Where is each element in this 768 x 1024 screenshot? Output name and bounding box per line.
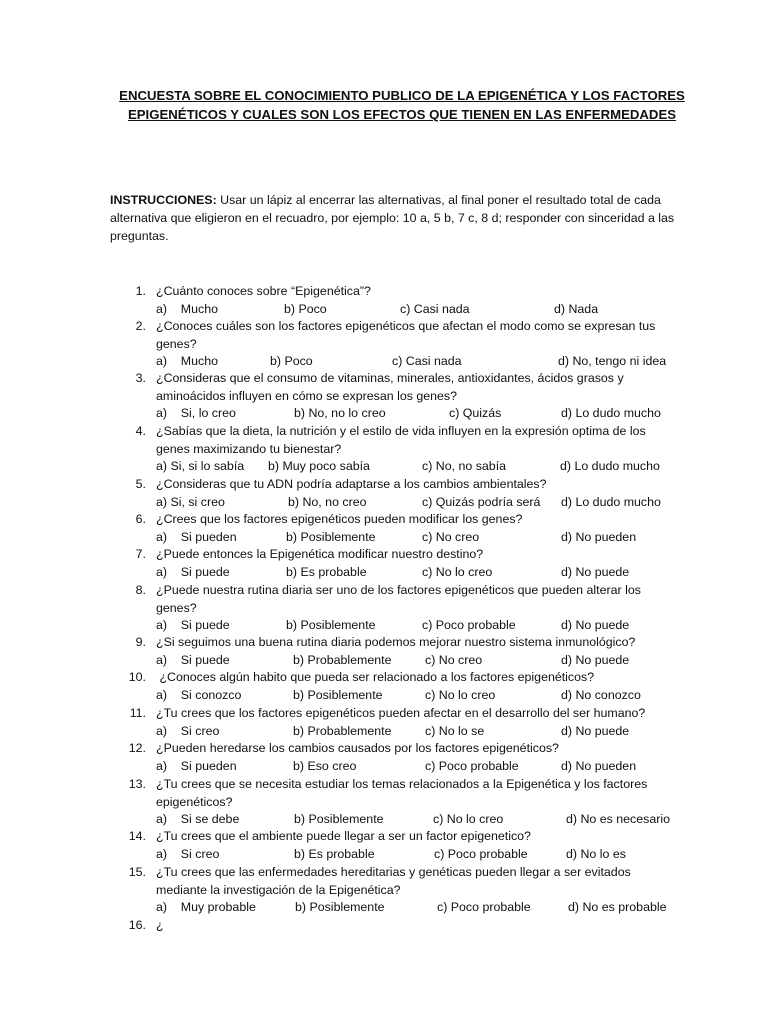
answer-option-c[interactable]: c) Poco probable (422, 618, 516, 632)
answer-options (156, 564, 696, 582)
answer-option-b[interactable]: b) Es probable (286, 565, 367, 579)
answer-options (156, 652, 696, 670)
question-number: 1. (135, 284, 146, 298)
answer-option-b[interactable]: b) Probablemente (293, 724, 392, 738)
answer-option-a[interactable]: a) Mucho (156, 354, 218, 368)
answer-option-b[interactable]: b) No, no lo creo (294, 406, 386, 420)
answer-option-d[interactable]: d) No pueden (561, 759, 637, 773)
question-text: ¿Si seguimos una buena rutina diaria podemos mejorar nuestro sistema inmunológico? (156, 635, 636, 649)
question-text: ¿Sabías que la dieta, la nutrición y el estilo de vida influyen en la expresión optima de los genes maximizando tu bienestar? (156, 424, 650, 456)
answer-option-b[interactable]: b) Posiblemente (294, 812, 384, 826)
question-number: 2. (135, 319, 146, 333)
question-text: ¿Cuánto conoces sobre “Epigenética”? (156, 284, 371, 298)
answer-options (156, 458, 696, 476)
question-text: ¿Consideras que tu ADN podría adaptarse a los cambios ambientales? (156, 477, 547, 491)
answer-option-c[interactable]: c) Casi nada (400, 302, 470, 316)
question-number: 12. (128, 741, 146, 755)
answer-option-c[interactable]: c) No lo creo (425, 688, 496, 702)
question-number: 7. (135, 547, 146, 561)
answer-option-c[interactable]: c) Poco probable (434, 847, 528, 861)
question-text: ¿Puede entonces la Epigenética modificar nuestro destino? (156, 547, 484, 561)
question-number: 10. (128, 670, 146, 684)
question-text: ¿Pueden heredarse los cambios causados por los factores epigenéticos? (156, 741, 559, 755)
answer-option-c[interactable]: c) Quizás (449, 406, 502, 420)
instructions-label: INSTRUCCIONES: (110, 193, 217, 207)
answer-option-c[interactable]: c) No lo creo (433, 812, 504, 826)
answer-option-a[interactable]: a) Si, si creo (156, 495, 225, 509)
question-number: 11. (129, 706, 146, 720)
answer-option-a[interactable]: a) Si creo (156, 847, 220, 861)
instructions-paragraph (110, 191, 680, 245)
answer-option-d[interactable]: d) Lo dudo mucho (561, 495, 661, 509)
answer-option-c[interactable]: c) Casi nada (392, 354, 462, 368)
answer-option-d[interactable]: d) No puede (561, 565, 630, 579)
answer-option-d[interactable]: d) No puede (561, 653, 630, 667)
title-line-2: EPIGENÉTICOS Y CUALES SON LOS EFECTOS QUE TIENEN EN LAS ENFERMEDADES (127, 107, 677, 122)
answer-option-d[interactable]: d) No, tengo ni idea (558, 354, 667, 368)
answer-option-d[interactable]: d) No es probable (568, 900, 667, 914)
question-number: 5. (135, 477, 146, 491)
question-text: ¿Conoces cuáles son los factores epigenéticos que afectan el modo como se expresan tus genes? (156, 319, 659, 351)
title-line-1: ENCUESTA SOBRE EL CONOCIMIENTO PUBLICO DE LA EPIGENÉTICA Y LOS FACTORES (119, 88, 685, 103)
answer-options (156, 758, 696, 776)
answer-option-a[interactable]: a) Mucho (156, 302, 218, 316)
question-number: 6. (135, 512, 146, 526)
question-text: ¿ (156, 918, 164, 932)
answer-options (156, 301, 696, 319)
answer-option-c[interactable]: c) Poco probable (437, 900, 531, 914)
question-text: ¿Tu crees que los factores epigenéticos pueden afectar en el desarrollo del ser humano? (156, 706, 646, 720)
question-number: 8. (135, 583, 146, 597)
answer-option-c[interactable]: c) No lo se (425, 724, 485, 738)
question-text: ¿Tu crees que el ambiente puede llegar a ser un factor epigenetico? (156, 829, 531, 843)
answer-option-c[interactable]: c) Quizás podría será (422, 495, 541, 509)
question-text: ¿Crees que los factores epigenéticos pueden modificar los genes? (156, 512, 523, 526)
answer-option-b[interactable]: b) Probablemente (293, 653, 392, 667)
question-text: ¿Tu crees que las enfermedades hereditarias y genéticas pueden llegar a ser evitados mediante la investigación de la Epigenética? (156, 865, 635, 897)
question-text: ¿Conoces algún habito que pueda ser relacionado a los factores epigenéticos? (156, 670, 595, 684)
answer-option-c[interactable]: c) No creo (422, 530, 480, 544)
answer-option-c[interactable]: c) No lo creo (422, 565, 493, 579)
answer-options (156, 846, 696, 864)
answer-options (156, 617, 696, 635)
answer-options (156, 811, 696, 829)
answer-option-a[interactable]: a) Si conozco (156, 688, 242, 702)
answer-option-b[interactable]: b) Posiblemente (295, 900, 385, 914)
answer-options (156, 899, 696, 917)
instructions-text: Usar un lápiz al encerrar las alternativas, al final poner el resultado total de cada alternativa que eligieron en el recuadro, por ejemplo: 10 a, 5 b, 7 c, 8 d; responder con sinceridad a las preguntas. (110, 193, 675, 243)
question-text: ¿Consideras que el consumo de vitaminas, minerales, antioxidantes, ácidos grasos y aminoácidos influyen en cómo se expresan los genes? (156, 371, 628, 403)
answer-options (156, 494, 696, 512)
answer-option-c[interactable]: c) No creo (425, 653, 483, 667)
question-text: ¿Tu crees que se necesita estudiar los temas relacionados a la Epigenética y los factores epigenéticos? (156, 777, 651, 809)
answer-option-d[interactable]: d) Lo dudo mucho (560, 459, 660, 473)
answer-options (156, 353, 696, 371)
answer-options (156, 723, 696, 741)
answer-option-a[interactable]: a) Si puede (156, 565, 230, 579)
answer-option-a[interactable]: a) Si pueden (156, 530, 237, 544)
question-number: 16. (128, 918, 146, 932)
answer-options (156, 405, 696, 423)
answer-option-b[interactable]: b) Poco (270, 354, 313, 368)
answer-option-b[interactable]: b) No, no creo (288, 495, 367, 509)
answer-option-b[interactable]: b) Poco (284, 302, 327, 316)
answer-option-b[interactable]: b) Posiblemente (286, 530, 376, 544)
answer-option-a[interactable]: a) Si puede (156, 653, 230, 667)
answer-option-d[interactable]: d) No es necesario (566, 812, 670, 826)
answer-option-d[interactable]: d) No conozco (561, 688, 641, 702)
answer-option-c[interactable]: c) No, no sabía (422, 459, 507, 473)
question-number: 4. (135, 424, 146, 438)
answer-option-d[interactable]: d) Lo dudo mucho (561, 406, 661, 420)
question-number: 15. (128, 865, 146, 879)
answer-option-b[interactable]: b) Posiblemente (286, 618, 376, 632)
question-number: 13. (128, 777, 146, 791)
answer-options (156, 529, 696, 547)
answer-option-a[interactable]: a) Si puede (156, 618, 230, 632)
question-number: 14. (128, 829, 146, 843)
answer-option-d[interactable]: d) No puede (561, 724, 630, 738)
answer-option-d[interactable]: d) No pueden (561, 530, 637, 544)
question-number: 9. (135, 635, 146, 649)
answer-option-a[interactable]: a) Si pueden (156, 759, 237, 773)
answer-option-a[interactable]: a) Si se debe (156, 812, 240, 826)
question-number: 3. (135, 371, 146, 385)
document-title (100, 86, 704, 124)
answer-option-b[interactable]: b) Muy poco sabía (268, 459, 370, 473)
answer-options (156, 687, 696, 705)
answer-option-a[interactable]: a) Si, lo creo (156, 406, 236, 420)
answer-option-c[interactable]: c) Poco probable (425, 759, 519, 773)
answer-option-a[interactable]: a) Si creo (156, 724, 220, 738)
answer-option-d[interactable]: d) Nada (554, 302, 599, 316)
answer-option-d[interactable]: d) No puede (561, 618, 630, 632)
answer-option-d[interactable]: d) No lo es (566, 847, 626, 861)
question-text: ¿Puede nuestra rutina diaria ser uno de los factores epigenéticos que pueden alterar los genes? (156, 583, 645, 615)
answer-option-b[interactable]: b) Es probable (294, 847, 375, 861)
answer-option-a[interactable]: a) Muy probable (156, 900, 256, 914)
answer-option-a[interactable]: a) Si, si lo sabía (156, 459, 245, 473)
answer-option-b[interactable]: b) Posiblemente (293, 688, 383, 702)
answer-option-b[interactable]: b) Eso creo (293, 759, 357, 773)
